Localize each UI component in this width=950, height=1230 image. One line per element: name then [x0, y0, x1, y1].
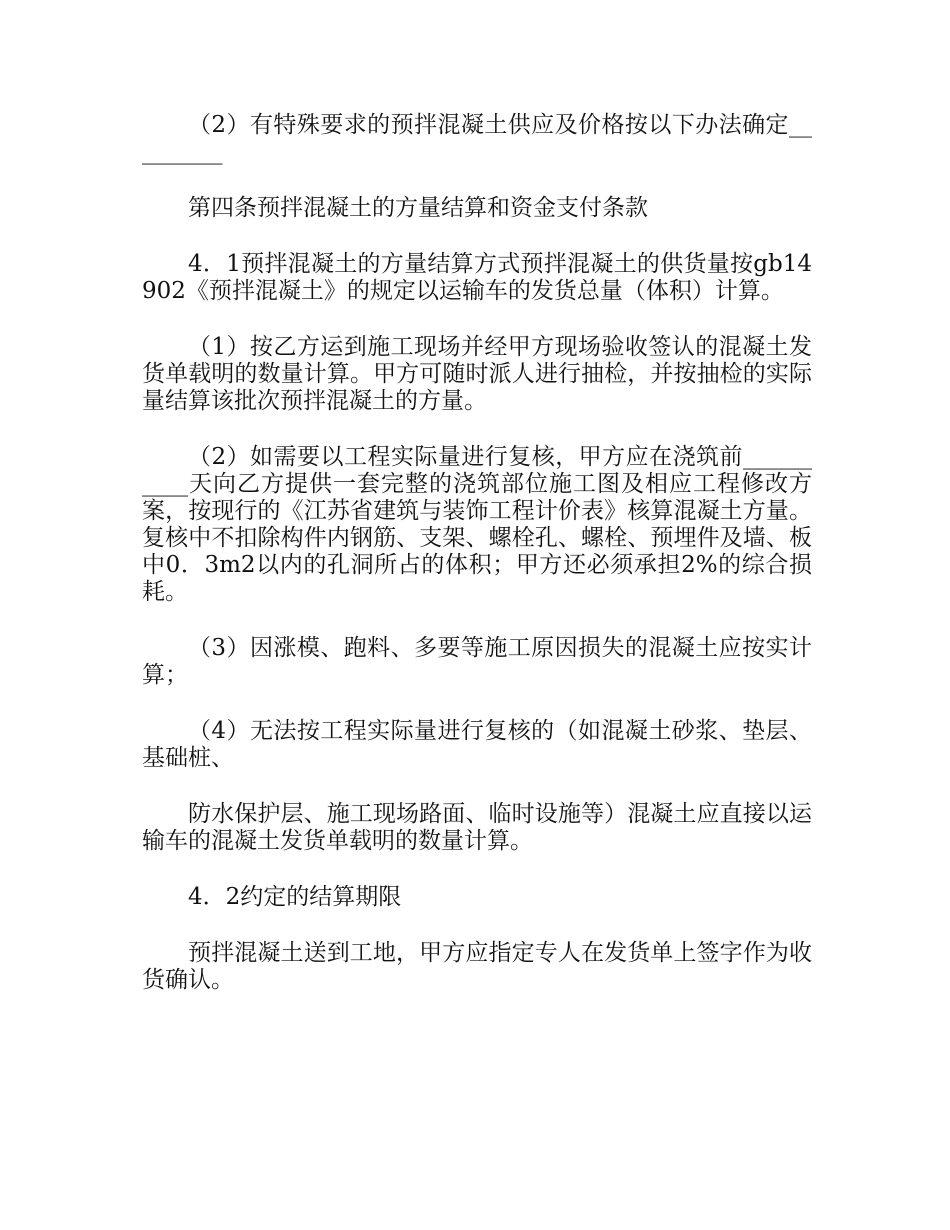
paragraph-4-2-heading: 4．2约定的结算期限 — [188, 884, 402, 910]
paragraph-item-2: （2）如需要以工程实际量进行复核，甲方应在浇筑前__________天向乙方提供一套完整的浇筑部位施工图及相应工程修改方案，按现行的《江苏省建筑与装饰工程计价表》核算混凝土方量。复核中不扣除构件内钢筋、支架、螺栓孔、螺栓、预埋件及墙、板中0．3m2以内的孔洞所占的体积；甲方还必须承担2%的综合损耗。 — [142, 444, 812, 605]
paragraph-delivery-confirmation: 预拌混凝土送到工地，甲方应指定专人在发货单上签字作为收货确认。 — [142, 940, 812, 993]
document-body — [142, 112, 812, 1023]
paragraph-item-3: （3）因涨模、跑料、多要等施工原因损失的混凝土应按实计算； — [142, 635, 812, 688]
paragraph-item-4-continued: 防水保护层、施工现场路面、临时设施等）混凝土应直接以运输车的混凝土发货单载明的数量计算。 — [142, 801, 812, 854]
paragraph-article-four-heading: 第四条预拌混凝土的方量结算和资金支付条款 — [188, 195, 648, 221]
paragraph-item-1: （1）按乙方运到施工现场并经甲方现场验收签认的混凝土发货单载明的数量计算。甲方可随时派人进行抽检，并按抽检的实际量结算该批次预拌混凝土的方量。 — [142, 334, 812, 414]
paragraph-4-1-settlement-method: 4．1预拌混凝土的方量结算方式预拌混凝土的供货量按gb14902《预拌混凝土》的规定以运输车的发货总量（体积）计算。 — [142, 251, 812, 304]
paragraph-item-4: （4）无法按工程实际量进行复核的（如混凝土砂浆、垫层、基础桩、 — [142, 718, 812, 771]
paragraph-special-supply: （2）有特殊要求的预拌混凝土供应及价格按以下办法确定_________ — [142, 112, 812, 165]
